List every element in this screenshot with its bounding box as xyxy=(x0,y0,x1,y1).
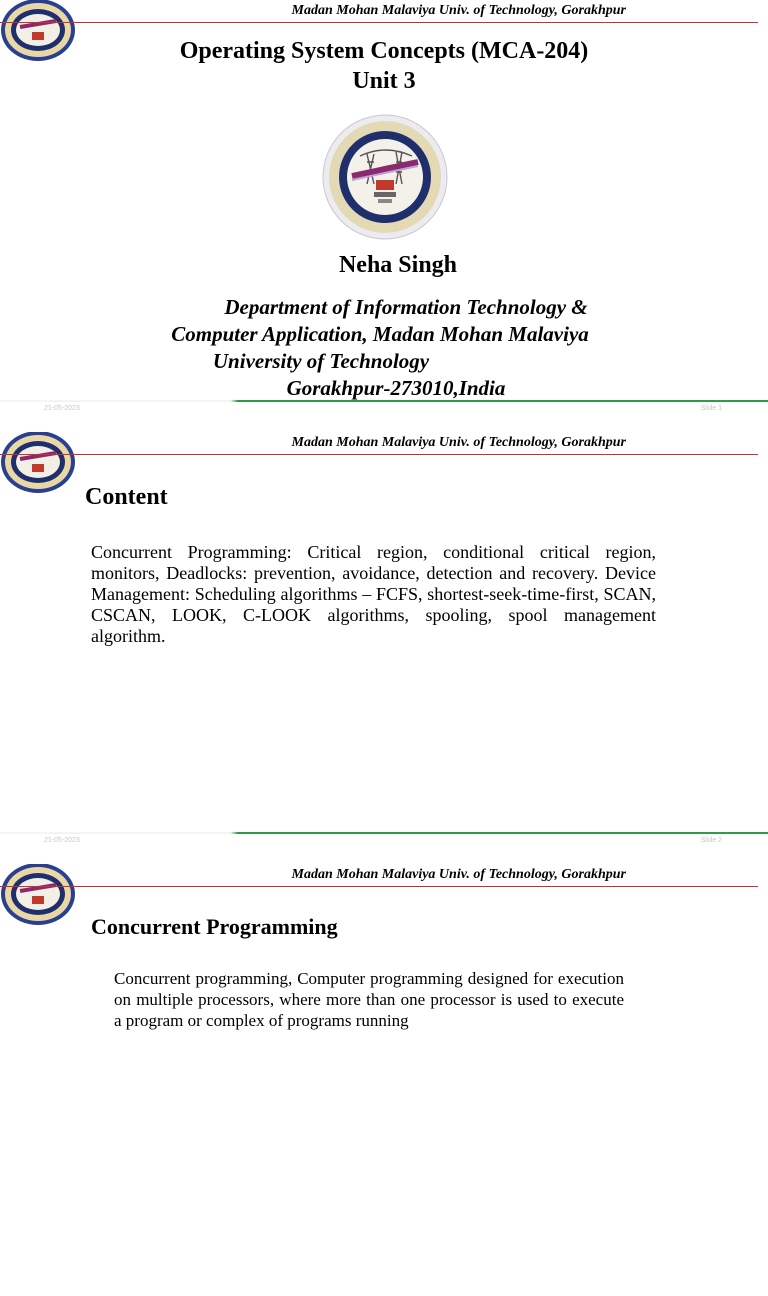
department-block xyxy=(150,294,610,402)
dept-line-4: Gorakhpur-273010,India xyxy=(286,376,506,400)
slide-2 xyxy=(0,432,768,864)
header-divider xyxy=(0,22,758,23)
slide-body: Concurrent programming, Computer programming designed for execution on multiple processors, where more than one processor is used to execute a program or complex of programs running xyxy=(114,969,624,1030)
header-text: Madan Mohan Malaviya Univ. of Technology, Gorakhpur xyxy=(291,3,626,18)
footer-slide-number: Slide 1 xyxy=(700,405,722,412)
footer-date: 21-05-2023 xyxy=(44,405,80,412)
slide-title: Operating System Concepts (MCA-204) xyxy=(179,38,589,64)
footer-divider xyxy=(0,832,768,834)
author-name: Neha Singh xyxy=(338,252,458,278)
slide-subtitle: Unit 3 xyxy=(352,68,416,94)
dept-line-3: University of Technology xyxy=(212,349,430,373)
footer-slide-number: Slide 2 xyxy=(700,837,722,844)
header-text: Madan Mohan Malaviya Univ. of Technology, Gorakhpur xyxy=(291,867,626,882)
university-logo xyxy=(0,864,78,928)
slide-heading: Concurrent Programming xyxy=(91,914,338,939)
footer-date: 21-05-2023 xyxy=(44,837,80,844)
slide-body: Concurrent Programming: Critical region, conditional critical region, monitors, Deadlocks: prevention, avoidance, detection and recovery. Device Management: Scheduling algorithms – FCFS, shortest-seek-time-first, SCAN, CSCAN, LOOK, C-LOOK algorithms, spooling, spool management algorithm. xyxy=(91,542,656,646)
header-text: Madan Mohan Malaviya Univ. of Technology, Gorakhpur xyxy=(291,435,626,450)
dept-line-2: Computer Application, Madan Mohan Malaviya xyxy=(171,322,589,346)
slide-1 xyxy=(0,0,768,432)
header-divider xyxy=(0,886,758,887)
slide-heading: Content xyxy=(85,484,168,510)
slide-3 xyxy=(0,864,768,1296)
university-emblem xyxy=(322,114,448,240)
footer-divider xyxy=(0,400,768,402)
header-divider xyxy=(0,454,758,455)
university-logo xyxy=(0,432,78,496)
dept-line-1: Department of Information Technology & xyxy=(224,295,588,319)
